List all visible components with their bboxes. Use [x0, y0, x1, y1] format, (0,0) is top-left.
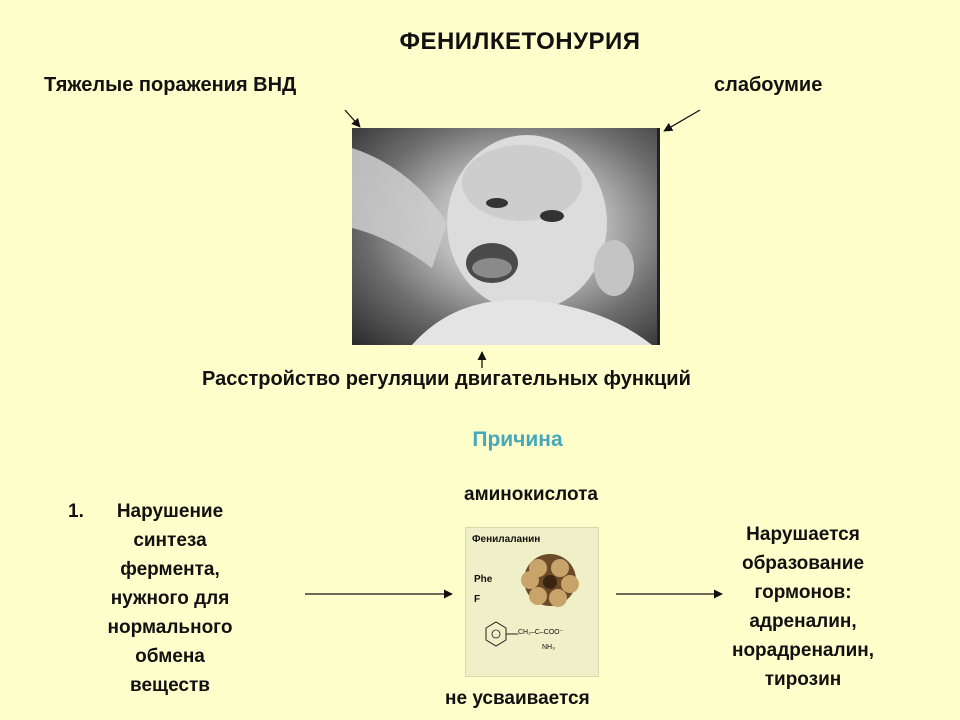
cause-line: обмена [135, 646, 205, 667]
result-line: Нарушается [746, 524, 860, 545]
result-text [708, 520, 898, 694]
cause-text [60, 497, 260, 700]
label-amino-acid: аминокислота [464, 484, 598, 505]
list-number: 1. [68, 501, 84, 522]
label-vnd-damage: Тяжелые поражения ВНД [44, 74, 297, 96]
phenylalanine-card [465, 527, 599, 677]
label-dementia: слабоумие [714, 74, 823, 96]
cause-line: Нарушение [116, 501, 224, 522]
result-line: образование [741, 553, 865, 574]
cause-line: нормального [107, 617, 233, 638]
page-title: ФЕНИЛКЕТОНУРИЯ [399, 28, 641, 55]
cause-line: нужного для [110, 588, 230, 609]
formula-chain: CH₂–C–COO⁻ [518, 629, 564, 636]
cause-heading: Причина [472, 428, 563, 451]
molecule-name: Фенилаланин [472, 534, 541, 545]
result-line: гормонов: [754, 582, 852, 603]
label-not-absorbed: не усваивается [445, 688, 590, 709]
cause-list-item [60, 497, 260, 700]
cause-line: веществ [130, 675, 210, 696]
result-line: адреналин, [749, 611, 857, 632]
cause-line: синтеза [133, 530, 207, 551]
arrow-to-photo-left [345, 110, 360, 127]
molecule-letter: F [474, 594, 481, 605]
result-line: норадреналин, [731, 640, 875, 661]
arrow-to-photo-right [664, 110, 700, 131]
label-motor-disorder: Расстройство регуляции двигательных функций [202, 368, 691, 390]
molecule-model [466, 528, 598, 676]
molecule-abbr: Phe [474, 574, 493, 585]
formula-amine: NH₃ [542, 644, 555, 651]
cause-line: фермента, [120, 559, 220, 580]
result-line: тирозин [764, 669, 842, 690]
